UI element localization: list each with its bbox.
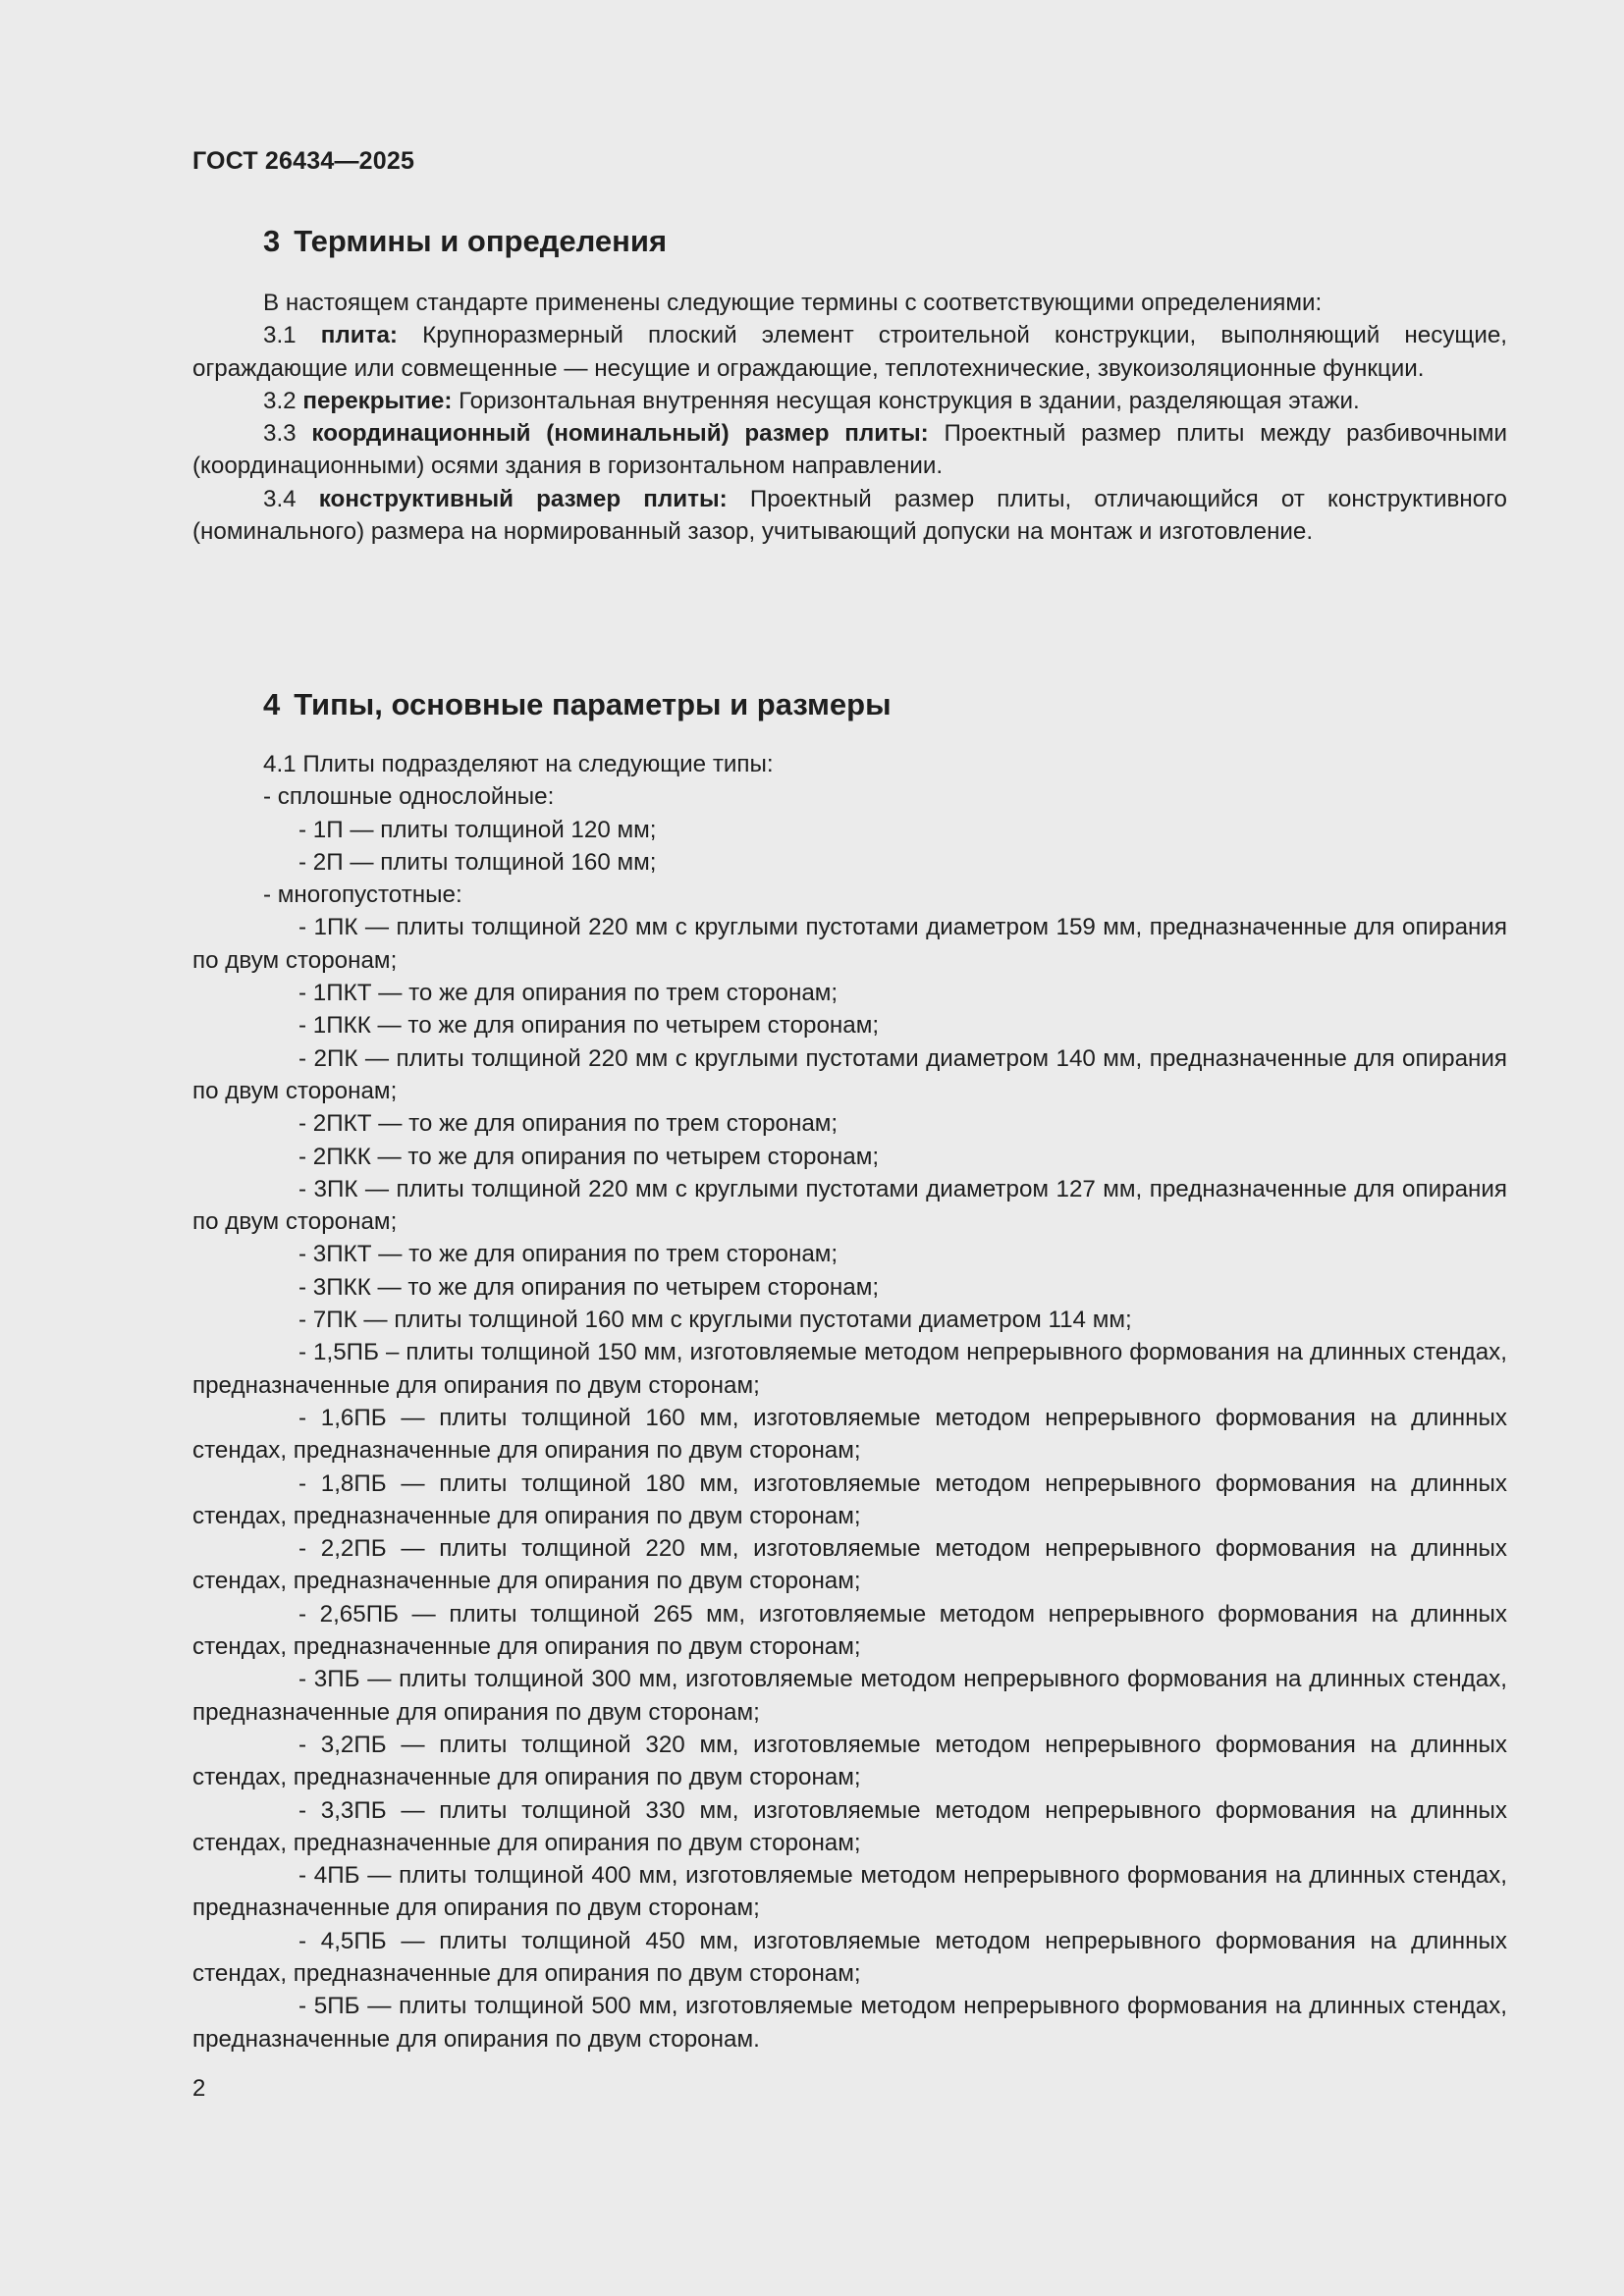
section-4-number: 4 [263, 687, 281, 721]
list-item: - 1,5ПБ – плиты толщиной 150 мм, изготовляемые методом непрерывного формования на длинных стендах, предназначенные для опирания по двум сторонам; [192, 1339, 1507, 1399]
list-item: - 3ПК — плиты толщиной 220 мм с круглыми пустотами диаметром 127 мм, предназначенные для опирания по двум сторонам; [192, 1175, 1507, 1236]
term-3-4 [192, 483, 1507, 549]
list-item: - 1ПКТ — то же для опирания по трем сторонам; [298, 980, 839, 1007]
term-definition: Проектный размер плиты между разбивочными (координационными) осями здания в горизонтальном направлении. [192, 420, 1507, 480]
section-4-heading [263, 687, 892, 722]
list-item: - 1,6ПБ — плиты толщиной 160 мм, изготовляемые методом непрерывного формования на длинных стендах, предназначенные для опирания по двум сторонам; [192, 1404, 1507, 1465]
term-name: конструктивный размер плиты: [318, 485, 728, 512]
list-item: - 3,2ПБ — плиты толщиной 320 мм, изготовляемые методом непрерывного формования на длинных стендах, предназначенные для опирания по двум сторонам; [192, 1731, 1507, 1791]
section-4-title: Типы, основные параметры и размеры [294, 687, 892, 721]
section-3-intro: В настоящем стандарте применены следующие термины с соответствующими определениями: [263, 290, 1323, 316]
term-definition: Горизонтальная внутренняя несущая конструкция в здании, разделяющая этажи. [459, 387, 1360, 414]
list-item: - сплошные однослойные: [263, 783, 555, 811]
list-item: - 3ПКТ — то же для опирания по трем сторонам; [298, 1241, 839, 1268]
list-item: - 2П — плиты толщиной 160 мм; [298, 848, 657, 876]
list-item: - 3ПКК — то же для опирания по четырем сторонам; [298, 1273, 880, 1301]
list-item: - 3ПБ — плиты толщиной 300 мм, изготовляемые методом непрерывного формования на длинных стендах, предназначенные для опирания по двум сторонам; [192, 1666, 1507, 1726]
list-item: - 1ПКК — то же для опирания по четырем сторонам; [298, 1012, 880, 1040]
term-3-2 [192, 385, 1507, 417]
list-item: - 1,8ПБ — плиты толщиной 180 мм, изготовляемые методом непрерывного формования на длинных стендах, предназначенные для опирания по двум сторонам; [192, 1469, 1507, 1529]
section-4-body [192, 748, 1507, 2056]
list-item: - 7ПК — плиты толщиной 160 мм с круглыми пустотами диаметром 114 мм; [298, 1307, 1132, 1334]
term-name: плита: [320, 322, 398, 349]
list-item: - 2ПКК — то же для опирания по четырем сторонам; [298, 1143, 880, 1170]
section-3-body [192, 287, 1507, 548]
term-name: перекрытие: [302, 387, 453, 414]
list-item: - 4,5ПБ — плиты толщиной 450 мм, изготовляемые методом непрерывного формования на длинных стендах, предназначенные для опирания по двум сторонам; [192, 1927, 1507, 1987]
list-item: - 2ПК — плиты толщиной 220 мм с круглыми пустотами диаметром 140 мм, предназначенные для опирания по двум сторонам; [192, 1044, 1507, 1104]
term-number: 3.4 [263, 485, 297, 512]
term-number: 3.1 [263, 322, 297, 349]
term-number: 3.3 [263, 420, 297, 448]
section-3-title: Термины и определения [294, 224, 668, 258]
list-item: - 1ПК — плиты толщиной 220 мм с круглыми пустотами диаметром 159 мм, предназначенные для опирания по двум сторонам; [192, 914, 1507, 974]
page-number: 2 [192, 2075, 206, 2102]
list-item: - 2,65ПБ — плиты толщиной 265 мм, изготовляемые методом непрерывного формования на длинных стендах, предназначенные для опирания по двум сторонам; [192, 1600, 1507, 1661]
list-item: - 2ПКТ — то же для опирания по трем сторонам; [298, 1110, 839, 1138]
list-item: - 5ПБ — плиты толщиной 500 мм, изготовляемые методом непрерывного формования на длинных стендах, предназначенные для опирания по двум сторонам. [192, 1993, 1507, 2053]
term-name: координационный (номинальный) размер плиты: [311, 420, 929, 448]
term-number: 3.2 [263, 387, 297, 414]
list-item: - многопустотные: [263, 881, 462, 909]
section-3-number: 3 [263, 224, 281, 258]
term-definition: Крупноразмерный плоский элемент строительной конструкции, выполняющий несущие, ограждающие или совмещенные — несущие и ограждающие, теплотехнические, звукоизоляционные функции. [192, 322, 1507, 382]
list-item: - 1П — плиты толщиной 120 мм; [298, 816, 657, 843]
list-item: - 2,2ПБ — плиты толщиной 220 мм, изготовляемые методом непрерывного формования на длинных стендах, предназначенные для опирания по двум сторонам; [192, 1535, 1507, 1595]
term-3-1 [192, 319, 1507, 385]
document-header: ГОСТ 26434—2025 [192, 147, 415, 175]
term-definition: Проектный размер плиты, отличающийся от конструктивного (номинального) размера на нормированный зазор, учитывающий допуски на монтаж и изготовление. [192, 485, 1507, 546]
term-3-3 [192, 417, 1507, 483]
list-item: - 4ПБ — плиты толщиной 400 мм, изготовляемые методом непрерывного формования на длинных стендах, предназначенные для опирания по двум сторонам; [192, 1862, 1507, 1922]
section-3-heading [263, 224, 667, 259]
list-item: 4.1 Плиты подразделяют на следующие типы: [263, 751, 774, 777]
list-item: - 3,3ПБ — плиты толщиной 330 мм, изготовляемые методом непрерывного формования на длинных стендах, предназначенные для опирания по двум сторонам; [192, 1796, 1507, 1856]
